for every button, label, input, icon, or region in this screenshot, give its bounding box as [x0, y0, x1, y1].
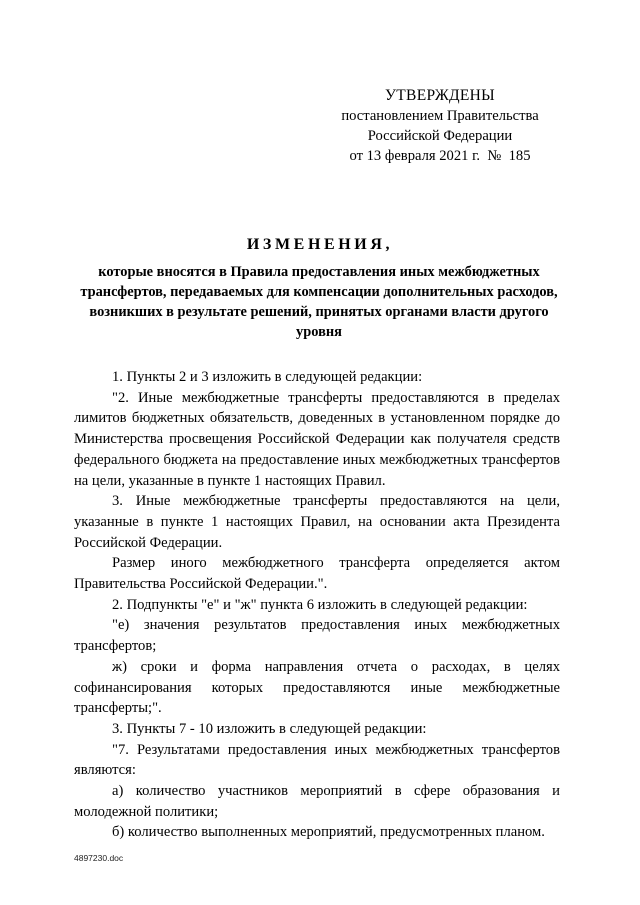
- paragraph-3: 3. Иные межбюджетные трансферты предоставляются на цели, указанные в пункте 1 настоящих Правил, на основании акта Президента Российской Федерации.: [74, 493, 560, 551]
- approval-date: от 13 февраля 2021 г.: [349, 148, 481, 164]
- paragraph-1: 1. Пункты 2 и 3 изложить в следующей редакции:: [112, 369, 423, 385]
- paragraph-11: б) количество выполненных мероприятий, предусмотренных планом.: [112, 824, 545, 841]
- paragraph-2: "2. Иные межбюджетные трансферты предоставляются в пределах лимитов бюджетных обязательств, доведенных в установленном порядке до Министерства просвещения Российской Федерации как получателя средств федерального бюджета на предоставление иных межбюджетных трансфертов на цели, указанные в пункте 1 настоящих Правил.: [74, 389, 560, 489]
- paragraph-8: 3. Пункты 7 - 10 изложить в следующей редакции:: [112, 720, 427, 737]
- approval-number: 185: [508, 148, 531, 164]
- paragraph-10: а) количество участников мероприятий в сфере образования и молодежной политики;: [74, 783, 560, 820]
- document-title: ИЗМЕНЕНИЯ,: [246, 236, 394, 253]
- paragraph-6: "е) значения результатов предоставления иных межбюджетных трансфертов;: [74, 617, 560, 655]
- paragraph-4: Размер иного межбюджетного трансферта определяется актом Правительства Российской Федерации.".: [74, 555, 560, 593]
- paragraph-5: 2. Подпункты "е" и "ж" пункта 6 изложить в следующей редакции:: [112, 596, 528, 613]
- approval-heading: УТВЕРЖДЕНЫ: [385, 87, 495, 104]
- approval-block: [300, 86, 580, 166]
- approval-line-2: Российской Федерации: [367, 128, 513, 144]
- paragraph-9: "7. Результатами предоставления иных межбюджетных трансфертов являются:: [74, 741, 560, 779]
- approval-number-sign: №: [487, 148, 502, 164]
- document-body: [74, 367, 560, 843]
- paragraph-7: ж) сроки и форма направления отчета о расходах, в целях софинансирования которых предоставляются иные межбюджетные трансферты;".: [74, 658, 560, 717]
- document-subtitle: которые вносятся в Правила предоставления иных межбюджетных трансфертов, передаваемых для компенсации дополнительных расходов, возникших в результате решений, принятых органами власти другого уровня: [80, 264, 558, 340]
- approval-line-1: постановлением Правительства: [341, 108, 539, 124]
- file-name-footer: 4897230.doc: [74, 853, 124, 863]
- approval-date-line: [300, 146, 580, 166]
